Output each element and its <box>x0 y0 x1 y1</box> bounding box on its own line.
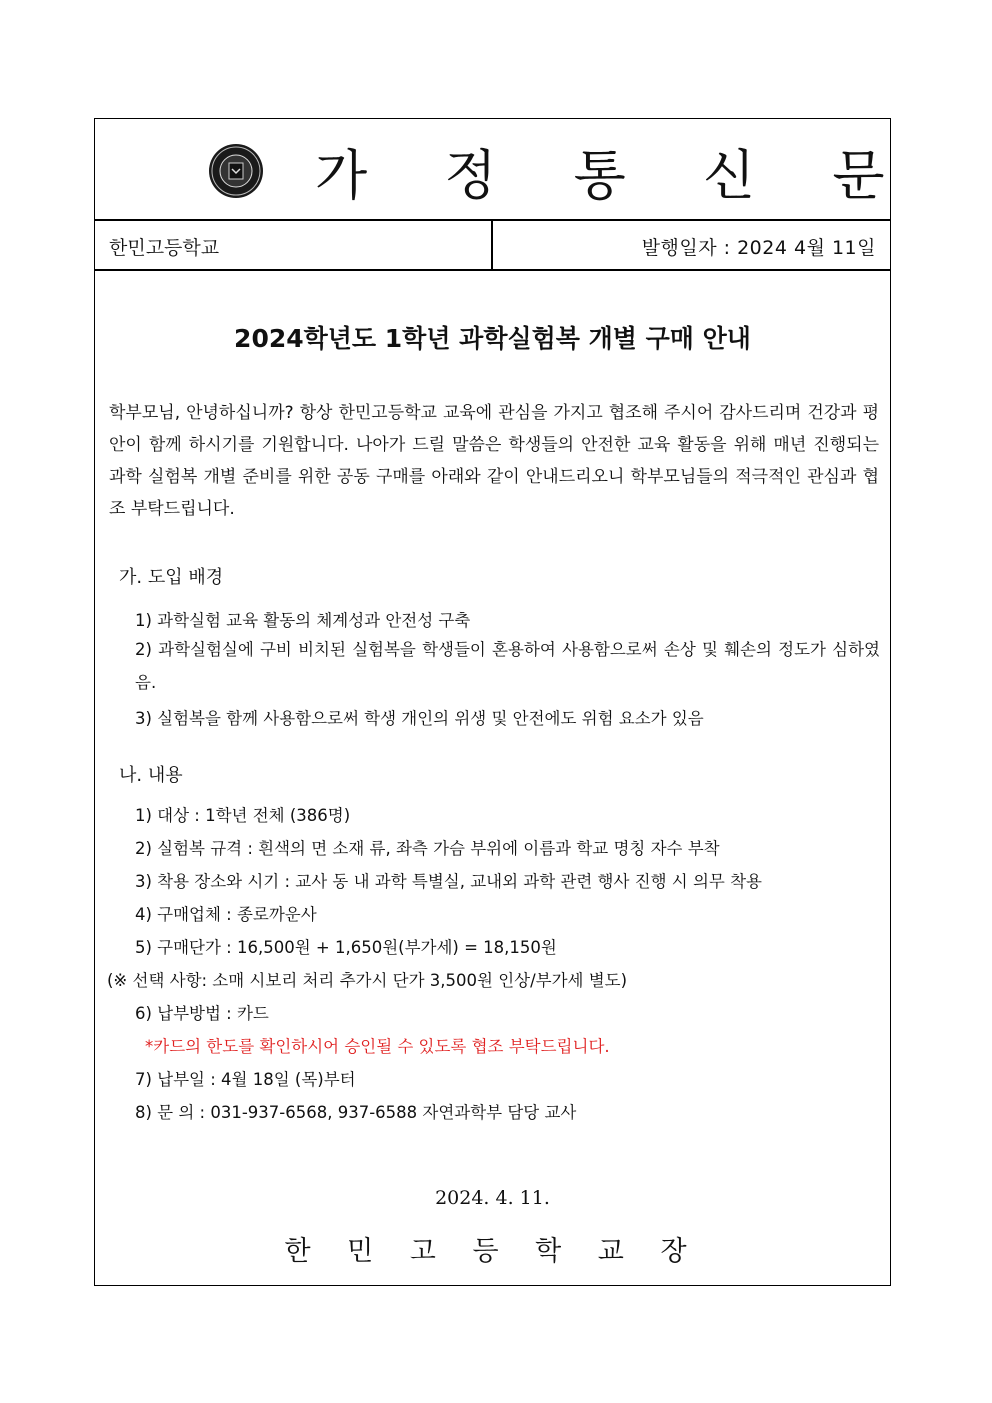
section-a-item-2 <box>135 633 880 699</box>
section-b-item-1: 1) 대상 : 1학년 전체 (386명) <box>135 806 351 825</box>
section-b-item-8: 8) 문 의 : 031-937-6568, 937-6588 자연과학부 담당 교사 <box>135 1103 577 1122</box>
section-b-item-4: 4) 구매업체 : 종로까운사 <box>135 905 317 924</box>
issue-date: 발행일자 : 2024 4월 11일 <box>641 237 876 259</box>
section-b-item-2: 2) 실험복 규격 : 흰색의 면 소재 류, 좌측 가슴 부위에 이름과 학교 명칭 자수 부착 <box>135 839 720 858</box>
section-b-item-5: 5) 구매단가 : 16,500원 + 1,650원(부가세) = 18,150원 <box>135 938 557 957</box>
intro-paragraph: 학부모님, 안녕하십니까? 항상 한민고등학교 교육에 관심을 가지고 협조해 주시어 감사드리며 건강과 평안이 함께 하시기를 기원합니다. 나아가 드릴 말씀은 학생들의 안전한 교육 활동을 위해 매년 진행되는 과학 실험복 개별 준비를 위한 공동 구매를 아래와 같이 안내드리오니 학부모님들의 적극적인 관심과 협조 부탁드립니다. <box>109 403 879 519</box>
section-b-heading: 나. 내용 <box>119 765 183 786</box>
newsletter-frame <box>94 118 915 1286</box>
section-b-optional-note: (※ 선택 사항: 소매 시보리 처리 추가시 단가 3,500원 인상/부가세 별도) <box>107 971 628 990</box>
header-row <box>95 119 915 221</box>
section-b-item-3: 3) 착용 장소와 시기 : 교사 동 내 과학 특별실, 교내외 과학 관련 행사 진행 시 의무 착용 <box>135 872 762 891</box>
info-divider <box>491 221 493 269</box>
signature-date: 2024. 4. 11. <box>435 1187 550 1209</box>
section-a-heading: 가. 도입 배경 <box>119 567 224 588</box>
school-name: 한민고등학교 <box>109 237 220 259</box>
document-title: 2024학년도 1학년 과학실험복 개별 구매 안내 <box>234 324 751 353</box>
section-a-item-1: 1) 과학실험 교육 활동의 체계성과 안전성 구축 <box>135 611 471 630</box>
section-a-item-2-text: 2) 과학실험실에 구비 비치된 실험복을 학생들이 혼용하여 사용함으로써 손상 및 훼손의 정도가 심하였음. <box>135 640 880 692</box>
section-a-item-3: 3) 실험복을 함께 사용함으로써 학생 개인의 위생 및 안전에도 위험 요소가 있음 <box>135 709 704 728</box>
principal-signature: 한 민 고 등 학 교 장 <box>284 1236 701 1267</box>
newsletter-title: 가 정 통 신 문 <box>315 144 915 207</box>
school-emblem-icon <box>208 143 264 199</box>
section-b-item-7: 7) 납부일 : 4월 18일 (목)부터 <box>135 1070 356 1089</box>
section-b-item-6: 6) 납부방법 : 카드 <box>135 1004 269 1023</box>
card-limit-warning: *카드의 한도를 확인하시어 승인될 수 있도록 협조 부탁드립니다. <box>145 1037 610 1056</box>
info-row <box>95 221 890 271</box>
